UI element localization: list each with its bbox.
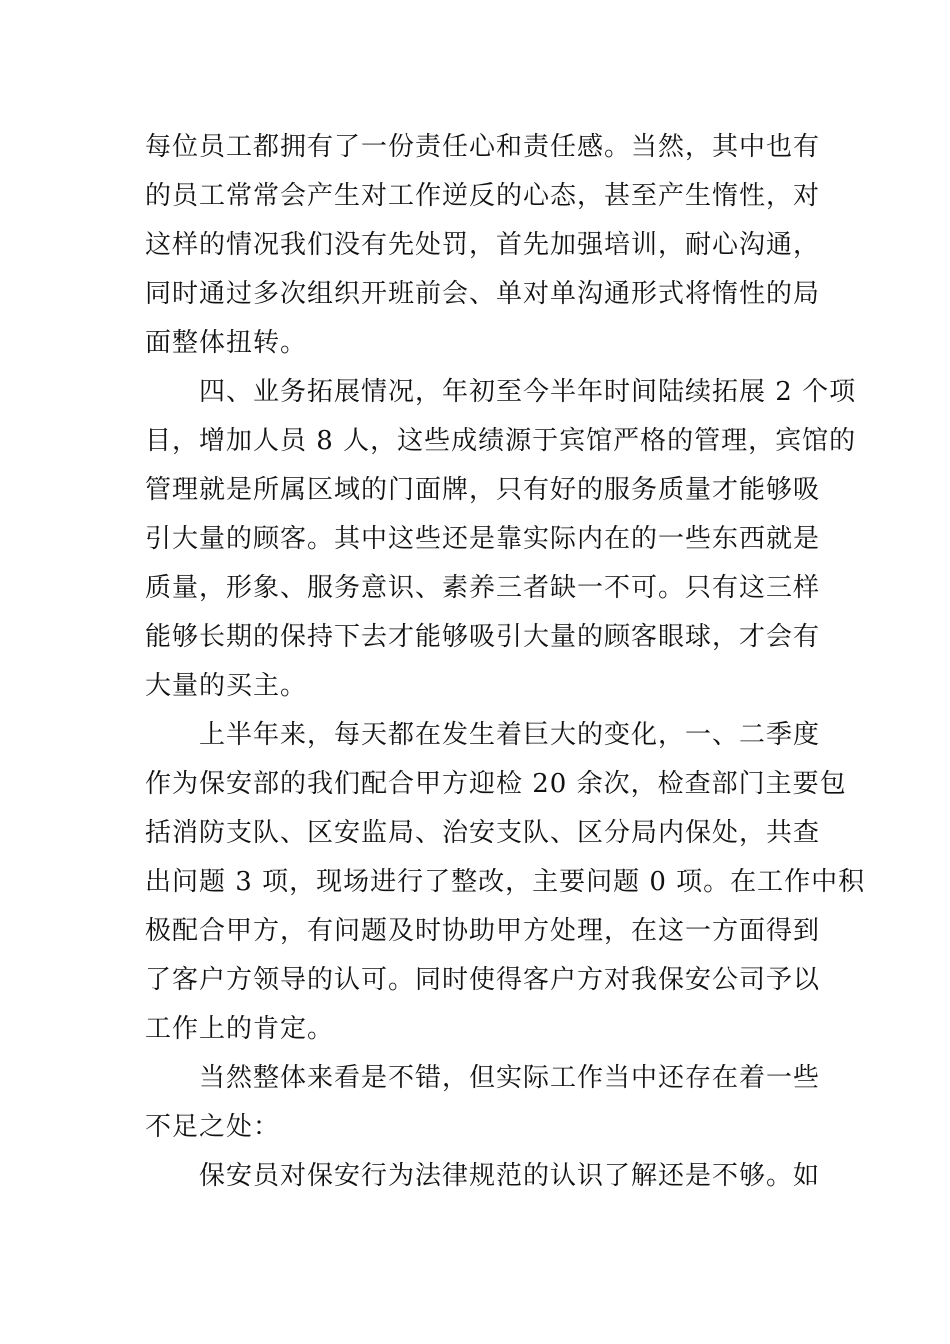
text-line: 极配合甲方，有问题及时协助甲方处理，在这一方面得到 xyxy=(145,916,821,946)
text-line: 目，增加人员 8 人，这些成绩源于宾馆严格的管理，宾馆的 xyxy=(145,426,857,456)
text-line: 保安员对保安行为法律规范的认识了解还是不够。如 xyxy=(199,1161,821,1191)
text-line: 管理就是所属区域的门面牌，只有好的服务质量才能够吸 xyxy=(145,475,821,505)
text-line: 的员工常常会产生对工作逆反的心态，甚至产生惰性，对 xyxy=(145,181,821,211)
text-line: 上半年来，每天都在发生着巨大的变化，一、二季度 xyxy=(199,720,821,750)
text-line: 能够长期的保持下去才能够吸引大量的顾客眼球，才会有 xyxy=(145,622,821,652)
text-line: 面整体扭转。 xyxy=(145,328,308,358)
text-line: 了客户方领导的认可。同时使得客户方对我保安公司予以 xyxy=(145,965,821,995)
text-line: 出问题 3 项，现场进行了整改，主要问题 0 项。在工作中积 xyxy=(145,867,866,897)
text-line: 括消防支队、区安监局、治安支队、区分局内保处，共查 xyxy=(145,818,821,848)
text-line: 作为保安部的我们配合甲方迎检 20 余次，检查部门主要包 xyxy=(145,769,847,799)
text-line: 质量，形象、服务意识、素养三者缺一不可。只有这三样 xyxy=(145,573,821,603)
text-line: 工作上的肯定。 xyxy=(145,1014,335,1044)
text-line: 这样的情况我们没有先处罚，首先加强培训，耐心沟通， xyxy=(145,230,821,260)
text-line: 四、业务拓展情况，年初至今半年时间陆续拓展 2 个项 xyxy=(199,377,857,407)
text-line: 大量的买主。 xyxy=(145,671,308,701)
text-line: 不足之处： xyxy=(145,1112,281,1142)
document-body xyxy=(145,123,866,1201)
text-line: 引大量的顾客。其中这些还是靠实际内在的一些东西就是 xyxy=(145,524,821,554)
text-line: 当然整体来看是不错，但实际工作当中还存在着一些 xyxy=(199,1063,821,1093)
text-line: 同时通过多次组织开班前会、单对单沟通形式将惰性的局 xyxy=(145,279,821,309)
text-line: 每位员工都拥有了一份责任心和责任感。当然，其中也有 xyxy=(145,132,821,162)
